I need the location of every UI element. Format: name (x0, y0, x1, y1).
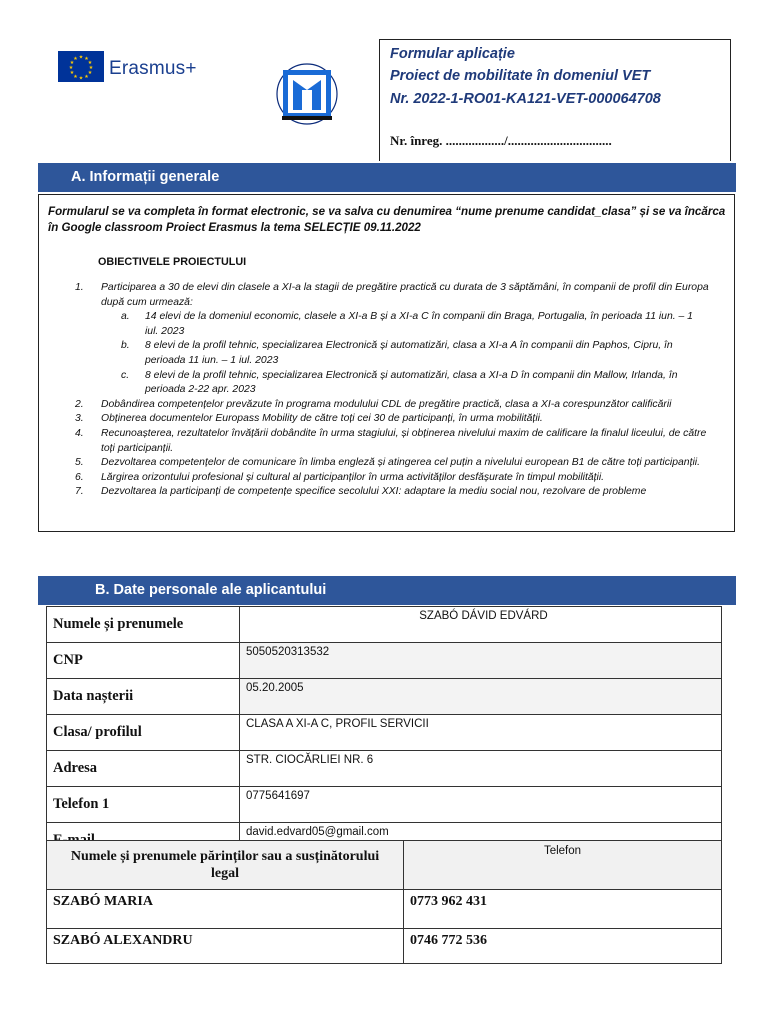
field-label: Numele și prenumele (47, 607, 240, 643)
instructions-text: Formularul se va completa în format electronic, se va salva cu denumirea “nume prenume candidat_clasa” și se va încărca în Google classroom Proiect Erasmus la tema SELECȚIE 09.11.2022 (48, 205, 726, 234)
email-field[interactable]: david.edvard05@gmail.com (240, 823, 722, 859)
parent-name-field[interactable]: SZABÓ ALEXANDRU (47, 929, 404, 964)
section-b-header: B. Date personale ale aplicantului (38, 576, 736, 605)
personal-data-table (46, 606, 722, 859)
list-item: 6. Lărgirea orizontului profesional și cultural al participanților în urma activităților desfășurate în timpul mobilității. (75, 471, 605, 483)
field-label: Data nașterii (47, 679, 240, 715)
general-info-box (38, 194, 735, 532)
parent-name-field[interactable]: SZABÓ MARIA (47, 890, 404, 929)
erasmus-plus-wordmark: Erasmus+ (109, 58, 197, 79)
list-item: 1. Participarea a 30 de elevi din clasele a XI-a la stagii de pregătire practică cu durata de 3 săptămâni, în companii de profil din Europa după cum urmează: (75, 282, 709, 308)
table-row (47, 715, 722, 751)
table-row (47, 751, 722, 787)
field-label: Clasa/ profilul (47, 715, 240, 751)
table-row (47, 787, 722, 823)
registration-number-field: Nr. înreg. ................../................................ (390, 133, 612, 148)
full-name-field[interactable]: SZABÓ DÁVID EDVÁRD (240, 607, 722, 643)
table-row (47, 643, 722, 679)
list-item: c. 8 elevi de la profil tehnic, specializarea Electronică și automatizări, clasa a XI-a D în companii din Mallow, Irlanda, în perioada 2-22 apr. 2023 (121, 369, 678, 396)
eu-stars-icon (58, 51, 104, 82)
cnp-field[interactable]: 5050520313532 (240, 643, 722, 679)
birth-date-field[interactable]: 05.20.2005 (240, 679, 722, 715)
field-label: Adresa (47, 751, 240, 787)
parents-table (46, 840, 722, 964)
phone-field[interactable]: 0775641697 (240, 787, 722, 823)
school-seal-logo (252, 46, 362, 142)
list-item: 4. Recunoașterea, rezultatelor învățării dobândite în urma stagiului, și obținerea nivelului maxim de calificare la finalul liceului, de către toți participanții. (75, 427, 707, 454)
svg-text:★: ★ (68, 65, 74, 71)
svg-text:★: ★ (69, 70, 75, 76)
svg-text:★: ★ (87, 70, 93, 76)
svg-text:★: ★ (73, 74, 78, 80)
svg-text:★: ★ (69, 60, 75, 66)
list-item: 7. Dezvoltarea la participanți de competențe specifice secolului XXI: adaptare la mediu social nou, rezolvare de probleme (75, 486, 647, 498)
svg-text:★: ★ (84, 56, 89, 62)
list-item: 3. Obținerea documentelor Europass Mobility de către toți cei 30 de participanți, în urma mobilității. (75, 413, 543, 425)
svg-text:★: ★ (84, 74, 89, 80)
field-label: Telefon 1 (47, 787, 240, 823)
list-item: 5. Dezvoltarea competențelor de comunicare în limba engleză și atingerea cel puțin a nivelului european B1 de către toți participanții. (75, 457, 700, 469)
eu-flag-logo (58, 51, 104, 82)
table-header-row (47, 841, 722, 890)
project-line: Proiect de mobilitate în domeniul VET (390, 68, 651, 84)
address-field[interactable]: STR. CIOCĂRLIEI NR. 6 (240, 751, 722, 787)
list-item: 2. Dobândirea competențelor prevăzute în programa modulului CDL de pregătire practică, clasa a XI-a corespunzător calificării (75, 398, 672, 410)
class-profile-field[interactable]: CLASA A XI-A C, PROFIL SERVICII (240, 715, 722, 751)
table-row (47, 929, 722, 964)
parent-phone-field[interactable]: 0746 772 536 (404, 929, 722, 964)
objectives-title: OBIECTIVELE PROIECTULUI (98, 256, 247, 268)
list-item: a. 14 elevi de la domeniul economic, clasele a XI-a B și a XI-a C în companii din Braga, Portugalia, în perioada 11 iun. – 1 iul. 2023 (121, 311, 693, 337)
list-item: b. 8 elevi de la profil tehnic, specializarea Electronică și automatizări, clasa a XI-a A în companii din Paphos, Cipru, în perioada 11 iun. – 1 iul. 2023 (121, 340, 673, 366)
parent-phone-field[interactable]: 0773 962 431 (404, 890, 722, 929)
svg-text:★: ★ (73, 56, 78, 62)
field-label: CNP (47, 643, 240, 679)
table-row (47, 679, 722, 715)
objectives-list (39, 281, 729, 500)
section-a-header: A. Informații generale (38, 163, 736, 192)
phone-column-header: Telefon (404, 841, 722, 890)
svg-text:★: ★ (78, 54, 84, 61)
form-title-box (379, 39, 731, 161)
project-number: Nr. 2022-1-RO01-KA121-VET-000064708 (390, 91, 661, 107)
svg-text:★: ★ (78, 75, 84, 82)
table-row (47, 890, 722, 929)
svg-text:★: ★ (88, 65, 94, 71)
parents-column-header: Numele și prenumele părinților sau a susținătorului legal (47, 841, 404, 890)
svg-text:★: ★ (87, 60, 93, 66)
table-row (47, 607, 722, 643)
form-title: Formular aplicație (390, 46, 515, 62)
